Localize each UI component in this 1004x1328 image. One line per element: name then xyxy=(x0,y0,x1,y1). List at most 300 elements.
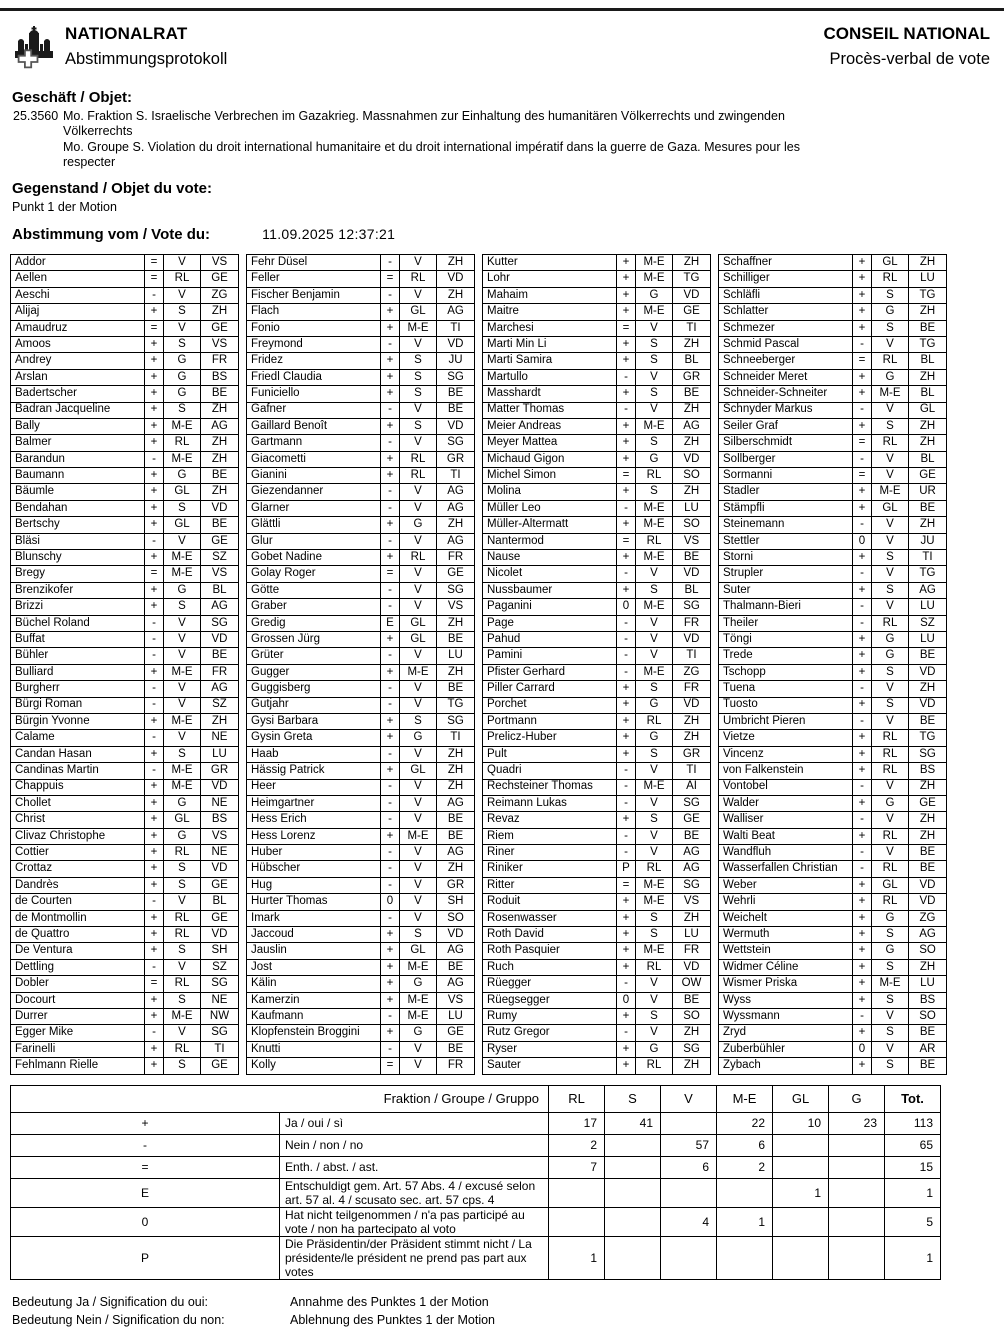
delegate-name: Revaz xyxy=(483,812,617,828)
delegate-name: Hess Lorenz xyxy=(247,828,381,844)
delegate-name: Glättli xyxy=(247,517,381,533)
delegate-canton: AG xyxy=(909,582,947,598)
delegate-canton: BE xyxy=(437,402,475,418)
delegate-party: GL xyxy=(400,763,437,779)
delegate-party: M-E xyxy=(872,976,909,992)
delegate-party: S xyxy=(164,992,201,1008)
delegate-canton: BL xyxy=(201,582,239,598)
delegate-canton: VS xyxy=(201,336,239,352)
summary-row-symbol: 0 xyxy=(11,1207,280,1236)
delegate-row xyxy=(11,910,239,926)
delegate-row xyxy=(483,271,711,287)
delegate-name: Weichelt xyxy=(719,910,853,926)
delegate-name: Wasserfallen Christian xyxy=(719,861,853,877)
delegate-name: Rumy xyxy=(483,1008,617,1024)
delegate-canton: SG xyxy=(673,795,711,811)
delegate-party: V xyxy=(164,533,201,549)
delegate-party: V xyxy=(872,599,909,615)
delegate-name: Balmer xyxy=(11,435,145,451)
summary-row-count: 6 xyxy=(717,1134,773,1156)
delegate-row xyxy=(247,927,475,943)
delegate-party: M-E xyxy=(872,484,909,500)
delegate-row xyxy=(719,976,947,992)
delegate-row xyxy=(247,336,475,352)
delegate-vote: + xyxy=(381,943,400,959)
delegate-row xyxy=(483,435,711,451)
delegate-row xyxy=(11,730,239,746)
delegate-name: Paganini xyxy=(483,599,617,615)
delegate-canton: AG xyxy=(437,795,475,811)
delegate-canton: GE xyxy=(437,1025,475,1041)
delegate-vote: + xyxy=(617,697,636,713)
delegate-row xyxy=(247,746,475,762)
delegate-row xyxy=(719,828,947,844)
delegate-canton: GE xyxy=(437,566,475,582)
delegate-party: V xyxy=(400,336,437,352)
delegate-row xyxy=(247,992,475,1008)
delegate-vote: + xyxy=(853,320,872,336)
delegate-row xyxy=(11,763,239,779)
delegate-vote: + xyxy=(145,845,164,861)
delegate-name: Schilliger xyxy=(719,271,853,287)
delegate-canton: TG xyxy=(909,336,947,352)
delegate-party: M-E xyxy=(636,304,673,320)
delegate-name: Guggisberg xyxy=(247,681,381,697)
delegate-name: Stämpfli xyxy=(719,500,853,516)
delegate-row xyxy=(247,402,475,418)
delegate-vote: = xyxy=(617,877,636,893)
delegate-party: V xyxy=(164,894,201,910)
delegate-row xyxy=(483,877,711,893)
delegate-canton: BE xyxy=(201,648,239,664)
delegate-row xyxy=(11,484,239,500)
summary-table xyxy=(10,1085,941,1280)
delegate-vote: - xyxy=(381,812,400,828)
summary-row-count: 1 xyxy=(885,1178,941,1207)
masthead xyxy=(12,24,990,79)
delegate-row xyxy=(483,697,711,713)
delegate-canton: SZ xyxy=(201,697,239,713)
delegate-row xyxy=(483,418,711,434)
delegate-vote: - xyxy=(381,1008,400,1024)
delegate-party: M-E xyxy=(636,271,673,287)
delegate-party: V xyxy=(164,730,201,746)
summary-row-count xyxy=(773,1134,829,1156)
delegate-party: V xyxy=(872,779,909,795)
delegate-name: Schaffner xyxy=(719,255,853,271)
delegate-party: V xyxy=(400,648,437,664)
delegate-vote: + xyxy=(145,943,164,959)
delegate-name: de Quattro xyxy=(11,927,145,943)
delegate-row xyxy=(247,255,475,271)
delegate-name: Grüter xyxy=(247,648,381,664)
delegate-vote: + xyxy=(381,353,400,369)
summary-row-count xyxy=(717,1178,773,1207)
delegate-vote: + xyxy=(617,812,636,828)
delegate-row xyxy=(247,795,475,811)
delegate-name: Bühler xyxy=(11,648,145,664)
delegate-canton: LU xyxy=(909,599,947,615)
delegate-vote: + xyxy=(617,1058,636,1074)
delegate-vote: - xyxy=(617,795,636,811)
delegate-canton: ZH xyxy=(201,713,239,729)
delegate-vote: + xyxy=(853,730,872,746)
delegate-party: S xyxy=(164,1058,201,1074)
delegate-canton: GR xyxy=(437,451,475,467)
delegate-vote: + xyxy=(381,320,400,336)
delegate-canton: BE xyxy=(673,386,711,402)
delegate-party: V xyxy=(400,484,437,500)
delegate-canton: ZH xyxy=(673,910,711,926)
delegate-party: G xyxy=(164,468,201,484)
delegate-canton: AG xyxy=(201,418,239,434)
delegate-name: Piller Carrard xyxy=(483,681,617,697)
delegate-name: Kaufmann xyxy=(247,1008,381,1024)
delegate-vote: + xyxy=(145,795,164,811)
delegate-row xyxy=(11,435,239,451)
delegate-party: S xyxy=(636,336,673,352)
delegate-name: Brizzi xyxy=(11,599,145,615)
delegate-vote: - xyxy=(853,1008,872,1024)
delegate-party: V xyxy=(164,615,201,631)
delegate-name: Matter Thomas xyxy=(483,402,617,418)
delegate-party: S xyxy=(164,599,201,615)
delegate-party: M-E xyxy=(400,959,437,975)
delegate-canton: BE xyxy=(437,828,475,844)
delegate-party: G xyxy=(636,287,673,303)
summary-row-count xyxy=(605,1236,661,1279)
delegate-party: S xyxy=(636,386,673,402)
delegate-vote: = xyxy=(617,468,636,484)
delegate-canton: AG xyxy=(201,681,239,697)
delegate-name: Chollet xyxy=(11,795,145,811)
summary-row-count: 5 xyxy=(885,1207,941,1236)
delegate-party: V xyxy=(400,845,437,861)
delegate-canton: SO xyxy=(673,468,711,484)
delegate-row xyxy=(719,877,947,893)
delegate-row xyxy=(483,402,711,418)
delegate-row xyxy=(11,697,239,713)
delegate-vote: + xyxy=(381,959,400,975)
delegate-row xyxy=(483,959,711,975)
delegate-canton: ZG xyxy=(673,664,711,680)
delegate-name: Maitre xyxy=(483,304,617,320)
delegate-row xyxy=(11,402,239,418)
delegate-vote: + xyxy=(145,599,164,615)
document-type-fr: Procès-verbal de vote xyxy=(829,50,990,68)
delegate-row xyxy=(247,271,475,287)
delegate-canton: BE xyxy=(437,386,475,402)
delegate-row xyxy=(719,271,947,287)
delegate-row xyxy=(719,812,947,828)
delegate-party: RL xyxy=(164,845,201,861)
delegate-name: Tuosto xyxy=(719,697,853,713)
delegate-party: V xyxy=(400,910,437,926)
delegate-party: G xyxy=(872,943,909,959)
delegate-vote: - xyxy=(145,763,164,779)
delegate-row xyxy=(11,582,239,598)
delegate-name: von Falkenstein xyxy=(719,763,853,779)
delegate-canton: SG xyxy=(673,1041,711,1057)
delegate-party: S xyxy=(164,500,201,516)
delegate-name: Quadri xyxy=(483,763,617,779)
delegate-vote: - xyxy=(381,648,400,664)
business-text-line: Völkerrechts xyxy=(63,124,133,139)
delegate-row xyxy=(11,386,239,402)
delegate-name: Ritter xyxy=(483,877,617,893)
delegate-vote: - xyxy=(381,435,400,451)
delegate-vote: - xyxy=(381,484,400,500)
delegate-party: S xyxy=(872,697,909,713)
delegate-name: Nantermod xyxy=(483,533,617,549)
delegate-canton: ZH xyxy=(673,484,711,500)
delegate-party: GL xyxy=(164,812,201,828)
summary-row xyxy=(11,1236,941,1279)
delegate-canton: BL xyxy=(909,451,947,467)
summary-row-count xyxy=(717,1236,773,1279)
delegate-canton: GE xyxy=(673,812,711,828)
delegate-party: G xyxy=(400,730,437,746)
delegate-canton: GR xyxy=(201,763,239,779)
delegate-vote: = xyxy=(381,271,400,287)
delegate-party: M-E xyxy=(636,418,673,434)
delegate-vote: + xyxy=(617,910,636,926)
delegate-row xyxy=(247,287,475,303)
delegate-row xyxy=(247,631,475,647)
delegate-name: Glarner xyxy=(247,500,381,516)
delegate-row xyxy=(483,943,711,959)
delegate-name: Prelicz-Huber xyxy=(483,730,617,746)
delegate-name: Hässig Patrick xyxy=(247,763,381,779)
delegate-vote: = xyxy=(853,468,872,484)
delegate-canton: NE xyxy=(201,992,239,1008)
top-rule xyxy=(0,8,1004,11)
delegate-canton: SG xyxy=(437,435,475,451)
delegate-party: M-E xyxy=(164,566,201,582)
delegate-canton: VD xyxy=(909,664,947,680)
delegate-vote: - xyxy=(145,631,164,647)
delegate-canton: BE xyxy=(909,500,947,516)
delegate-vote: + xyxy=(145,468,164,484)
delegate-party: G xyxy=(872,304,909,320)
delegate-name: Roth Pasquier xyxy=(483,943,617,959)
delegate-party: V xyxy=(636,369,673,385)
delegate-vote: + xyxy=(853,828,872,844)
delegate-vote: = xyxy=(145,320,164,336)
delegate-row xyxy=(247,713,475,729)
delegate-party: V xyxy=(872,681,909,697)
delegate-name: Kutter xyxy=(483,255,617,271)
delegate-party: S xyxy=(636,582,673,598)
summary-row-count: 1 xyxy=(549,1236,605,1279)
delegate-vote: - xyxy=(617,1025,636,1041)
delegate-vote: 0 xyxy=(853,533,872,549)
delegate-vote: + xyxy=(617,1008,636,1024)
delegate-canton: SO xyxy=(909,1008,947,1024)
delegate-name: Dobler xyxy=(11,976,145,992)
delegate-name: Zryd xyxy=(719,1025,853,1041)
delegate-canton: VS xyxy=(201,828,239,844)
vote-date-value: 11.09.2025 12:37:21 xyxy=(262,226,396,242)
delegate-name: Sauter xyxy=(483,1058,617,1074)
delegate-vote: + xyxy=(145,386,164,402)
delegate-row xyxy=(719,533,947,549)
delegate-vote: + xyxy=(617,484,636,500)
delegate-row xyxy=(719,369,947,385)
delegate-vote: = xyxy=(381,1058,400,1074)
delegate-row xyxy=(11,599,239,615)
delegate-party: V xyxy=(636,320,673,336)
delegate-vote: - xyxy=(381,910,400,926)
delegate-canton: ZH xyxy=(437,664,475,680)
delegate-party: RL xyxy=(872,894,909,910)
delegate-canton: BE xyxy=(437,812,475,828)
delegate-row xyxy=(11,517,239,533)
delegate-row xyxy=(719,1025,947,1041)
council-title-de: NATIONALRAT xyxy=(65,24,188,43)
delegate-party: S xyxy=(872,550,909,566)
delegate-row xyxy=(483,582,711,598)
delegate-row xyxy=(11,336,239,352)
vote-column-4 xyxy=(718,254,947,1075)
delegate-row xyxy=(11,927,239,943)
delegate-vote: + xyxy=(617,451,636,467)
delegate-vote: - xyxy=(381,681,400,697)
delegate-row xyxy=(483,976,711,992)
delegate-party: V xyxy=(872,336,909,352)
delegate-row xyxy=(247,533,475,549)
delegate-canton: ZH xyxy=(673,1058,711,1074)
delegate-canton: SG xyxy=(909,746,947,762)
delegate-party: S xyxy=(636,927,673,943)
delegate-canton: SZ xyxy=(201,550,239,566)
delegate-row xyxy=(11,746,239,762)
delegate-vote: - xyxy=(145,730,164,746)
delegate-canton: OW xyxy=(673,976,711,992)
delegate-vote: + xyxy=(853,500,872,516)
delegate-canton: FR xyxy=(201,664,239,680)
delegate-canton: SH xyxy=(437,894,475,910)
delegate-canton: ZH xyxy=(201,484,239,500)
business-text-line: respecter xyxy=(63,154,116,169)
delegate-party: RL xyxy=(400,550,437,566)
delegate-vote: + xyxy=(145,779,164,795)
delegate-row xyxy=(719,1058,947,1074)
vote-table-grid xyxy=(10,254,1004,1075)
delegate-canton: ZH xyxy=(909,255,947,271)
summary-row-count: 15 xyxy=(885,1156,941,1178)
delegate-name: Lohr xyxy=(483,271,617,287)
delegate-canton: AG xyxy=(437,304,475,320)
delegate-name: Candan Hasan xyxy=(11,746,145,762)
delegate-canton: SG xyxy=(437,582,475,598)
meaning-ja-row xyxy=(12,1293,1004,1312)
delegate-canton: BE xyxy=(909,1025,947,1041)
masthead-titles-fr xyxy=(823,24,990,69)
delegate-name: Gaillard Benoît xyxy=(247,418,381,434)
delegate-name: Klopfenstein Broggini xyxy=(247,1025,381,1041)
delegate-party: M-E xyxy=(164,1008,201,1024)
delegate-name: Gysi Barbara xyxy=(247,713,381,729)
delegate-vote: - xyxy=(853,779,872,795)
delegate-party: V xyxy=(400,287,437,303)
delegate-name: Baumann xyxy=(11,468,145,484)
delegate-name: Wermuth xyxy=(719,927,853,943)
vote-date-label: Abstimmung vom / Vote du: xyxy=(12,226,211,243)
summary-row-count: 2 xyxy=(717,1156,773,1178)
delegate-row xyxy=(719,435,947,451)
delegate-canton: ZH xyxy=(437,287,475,303)
delegate-canton: ZG xyxy=(909,910,947,926)
delegate-canton: AI xyxy=(673,779,711,795)
delegate-name: Jost xyxy=(247,959,381,975)
delegate-row xyxy=(483,992,711,1008)
delegate-canton: VD xyxy=(909,894,947,910)
summary-row-count: 1 xyxy=(885,1236,941,1279)
delegate-row xyxy=(483,550,711,566)
delegate-party: V xyxy=(400,582,437,598)
delegate-name: Huber xyxy=(247,845,381,861)
delegate-vote: - xyxy=(853,845,872,861)
delegate-row xyxy=(483,1008,711,1024)
summary-row-count: 17 xyxy=(549,1112,605,1134)
summary-row-symbol: = xyxy=(11,1156,280,1178)
summary-row-label: Nein / non / no xyxy=(280,1134,549,1156)
delegate-canton: SZ xyxy=(201,959,239,975)
summary-row xyxy=(11,1112,941,1134)
delegate-canton: AG xyxy=(437,533,475,549)
delegate-party: V xyxy=(872,1041,909,1057)
delegate-name: Riem xyxy=(483,828,617,844)
delegate-vote: - xyxy=(145,615,164,631)
delegate-party: M-E xyxy=(400,1008,437,1024)
delegate-name: Müller Leo xyxy=(483,500,617,516)
summary-row-count: 6 xyxy=(661,1156,717,1178)
delegate-name: Pult xyxy=(483,746,617,762)
delegate-vote: + xyxy=(381,1025,400,1041)
delegate-party: G xyxy=(872,369,909,385)
delegate-canton: VD xyxy=(673,631,711,647)
delegate-name: Brenzikofer xyxy=(11,582,145,598)
delegate-row xyxy=(483,1025,711,1041)
delegate-vote: + xyxy=(853,386,872,402)
delegate-row xyxy=(11,369,239,385)
delegate-canton: FR xyxy=(673,615,711,631)
delegate-party: S xyxy=(872,320,909,336)
delegate-party: V xyxy=(636,631,673,647)
delegate-party: V xyxy=(400,861,437,877)
delegate-canton: ZH xyxy=(909,681,947,697)
delegate-vote: + xyxy=(617,927,636,943)
delegate-vote: - xyxy=(145,681,164,697)
delegate-vote: + xyxy=(853,1058,872,1074)
delegate-canton: SG xyxy=(201,615,239,631)
delegate-row xyxy=(483,779,711,795)
delegate-canton: ZH xyxy=(437,255,475,271)
delegate-name: Gutjahr xyxy=(247,697,381,713)
meaning-nein-label: Bedeutung Nein / Signification du non: xyxy=(12,1313,225,1328)
delegate-vote: - xyxy=(617,828,636,844)
delegate-row xyxy=(247,1008,475,1024)
delegate-party: S xyxy=(636,435,673,451)
delegate-vote: = xyxy=(145,566,164,582)
delegate-row xyxy=(719,402,947,418)
delegate-vote: + xyxy=(853,795,872,811)
delegate-party: G xyxy=(872,795,909,811)
delegate-vote: + xyxy=(381,763,400,779)
delegate-canton: GE xyxy=(201,533,239,549)
summary-row-label: Entschuldigt gem. Art. 57 Abs. 4 / excusé selon art. 57 al. 4 / scusato sec. art. 57 cps. 4 xyxy=(280,1178,549,1207)
